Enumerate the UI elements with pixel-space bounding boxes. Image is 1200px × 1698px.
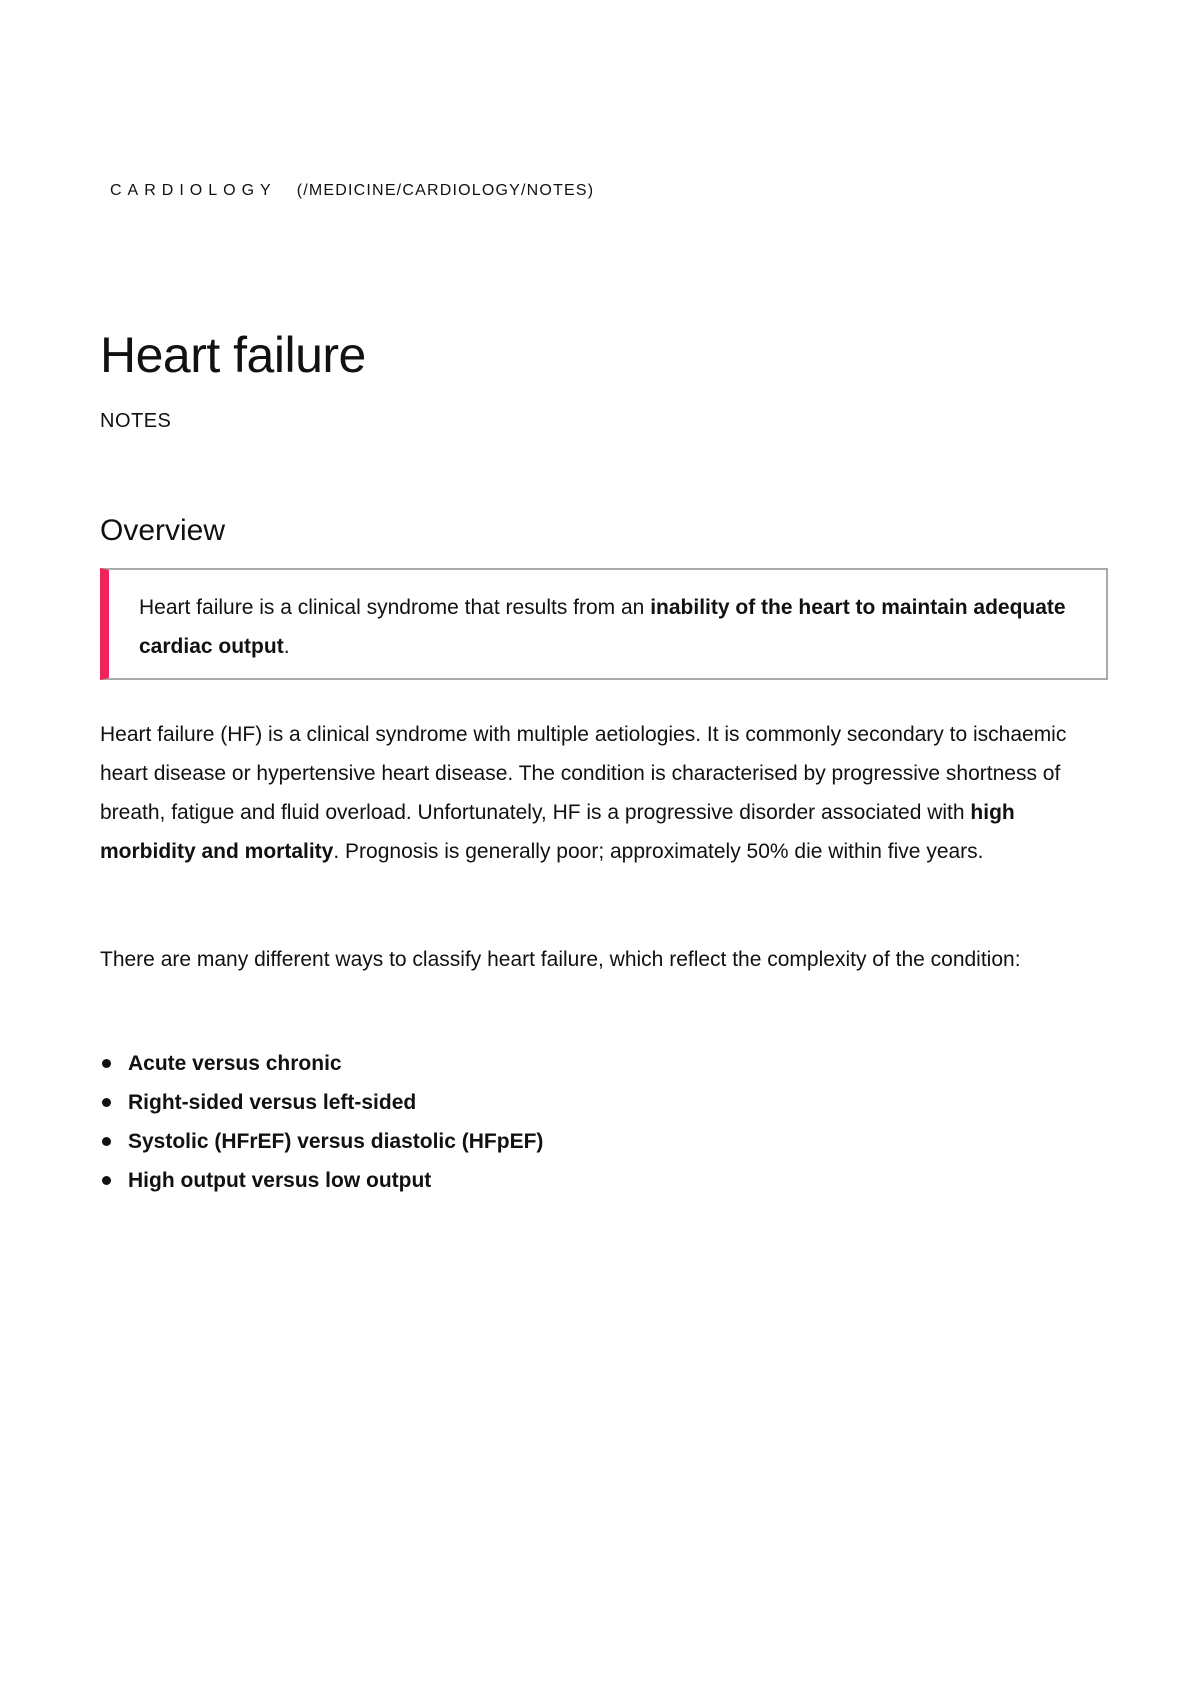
breadcrumb-section: CARDIOLOGY	[110, 182, 277, 199]
list-item	[100, 1161, 543, 1200]
list-item	[100, 1083, 543, 1122]
breadcrumb	[110, 182, 594, 200]
list-item	[100, 1122, 543, 1161]
list-item-label: High output versus low output	[128, 1169, 432, 1192]
bullet-icon	[102, 1176, 111, 1185]
paragraph1-text-before: Heart failure (HF) is a clinical syndrome with multiple aetiologies. It is commonly secondary to ischaemic heart disease or hypertensive heart disease. The condition is characterised by progressive shortness of breath, fatigue and fluid overload. Unfortunately, HF is a progressive disorder associated with	[100, 723, 1067, 824]
overview-paragraph-2: There are many different ways to classify heart failure, which reflect the complexity of the condition:	[100, 948, 1021, 971]
list-item-label: Acute versus chronic	[128, 1052, 342, 1075]
paragraph1-bold-text: high morbidity and mortality	[100, 801, 1015, 863]
bullet-icon	[102, 1098, 111, 1107]
breadcrumb-path-link[interactable]: (/MEDICINE/CARDIOLOGY/NOTES)	[296, 182, 595, 199]
list-item	[100, 1044, 543, 1083]
definition-callout	[100, 568, 1108, 680]
overview-paragraph-1	[100, 715, 1110, 871]
page-subtitle: NOTES	[100, 410, 172, 432]
list-item-label: Systolic (HFrEF) versus diastolic (HFpEF)	[128, 1130, 544, 1153]
overview-heading: Overview	[100, 514, 226, 547]
list-item-label: Right-sided versus left-sided	[128, 1091, 417, 1114]
bullet-icon	[102, 1137, 111, 1146]
page-title: Heart failure	[100, 327, 366, 383]
bullet-icon	[102, 1059, 111, 1068]
callout-text-after: .	[283, 635, 290, 658]
callout-text-before: Heart failure is a clinical syndrome that results from an	[139, 596, 651, 619]
callout-bold-text: inability of the heart to maintain adequate cardiac output	[139, 596, 1066, 658]
paragraph1-text-after: . Prognosis is generally poor; approximately 50% die within five years.	[333, 840, 984, 863]
classification-list	[100, 1044, 543, 1200]
